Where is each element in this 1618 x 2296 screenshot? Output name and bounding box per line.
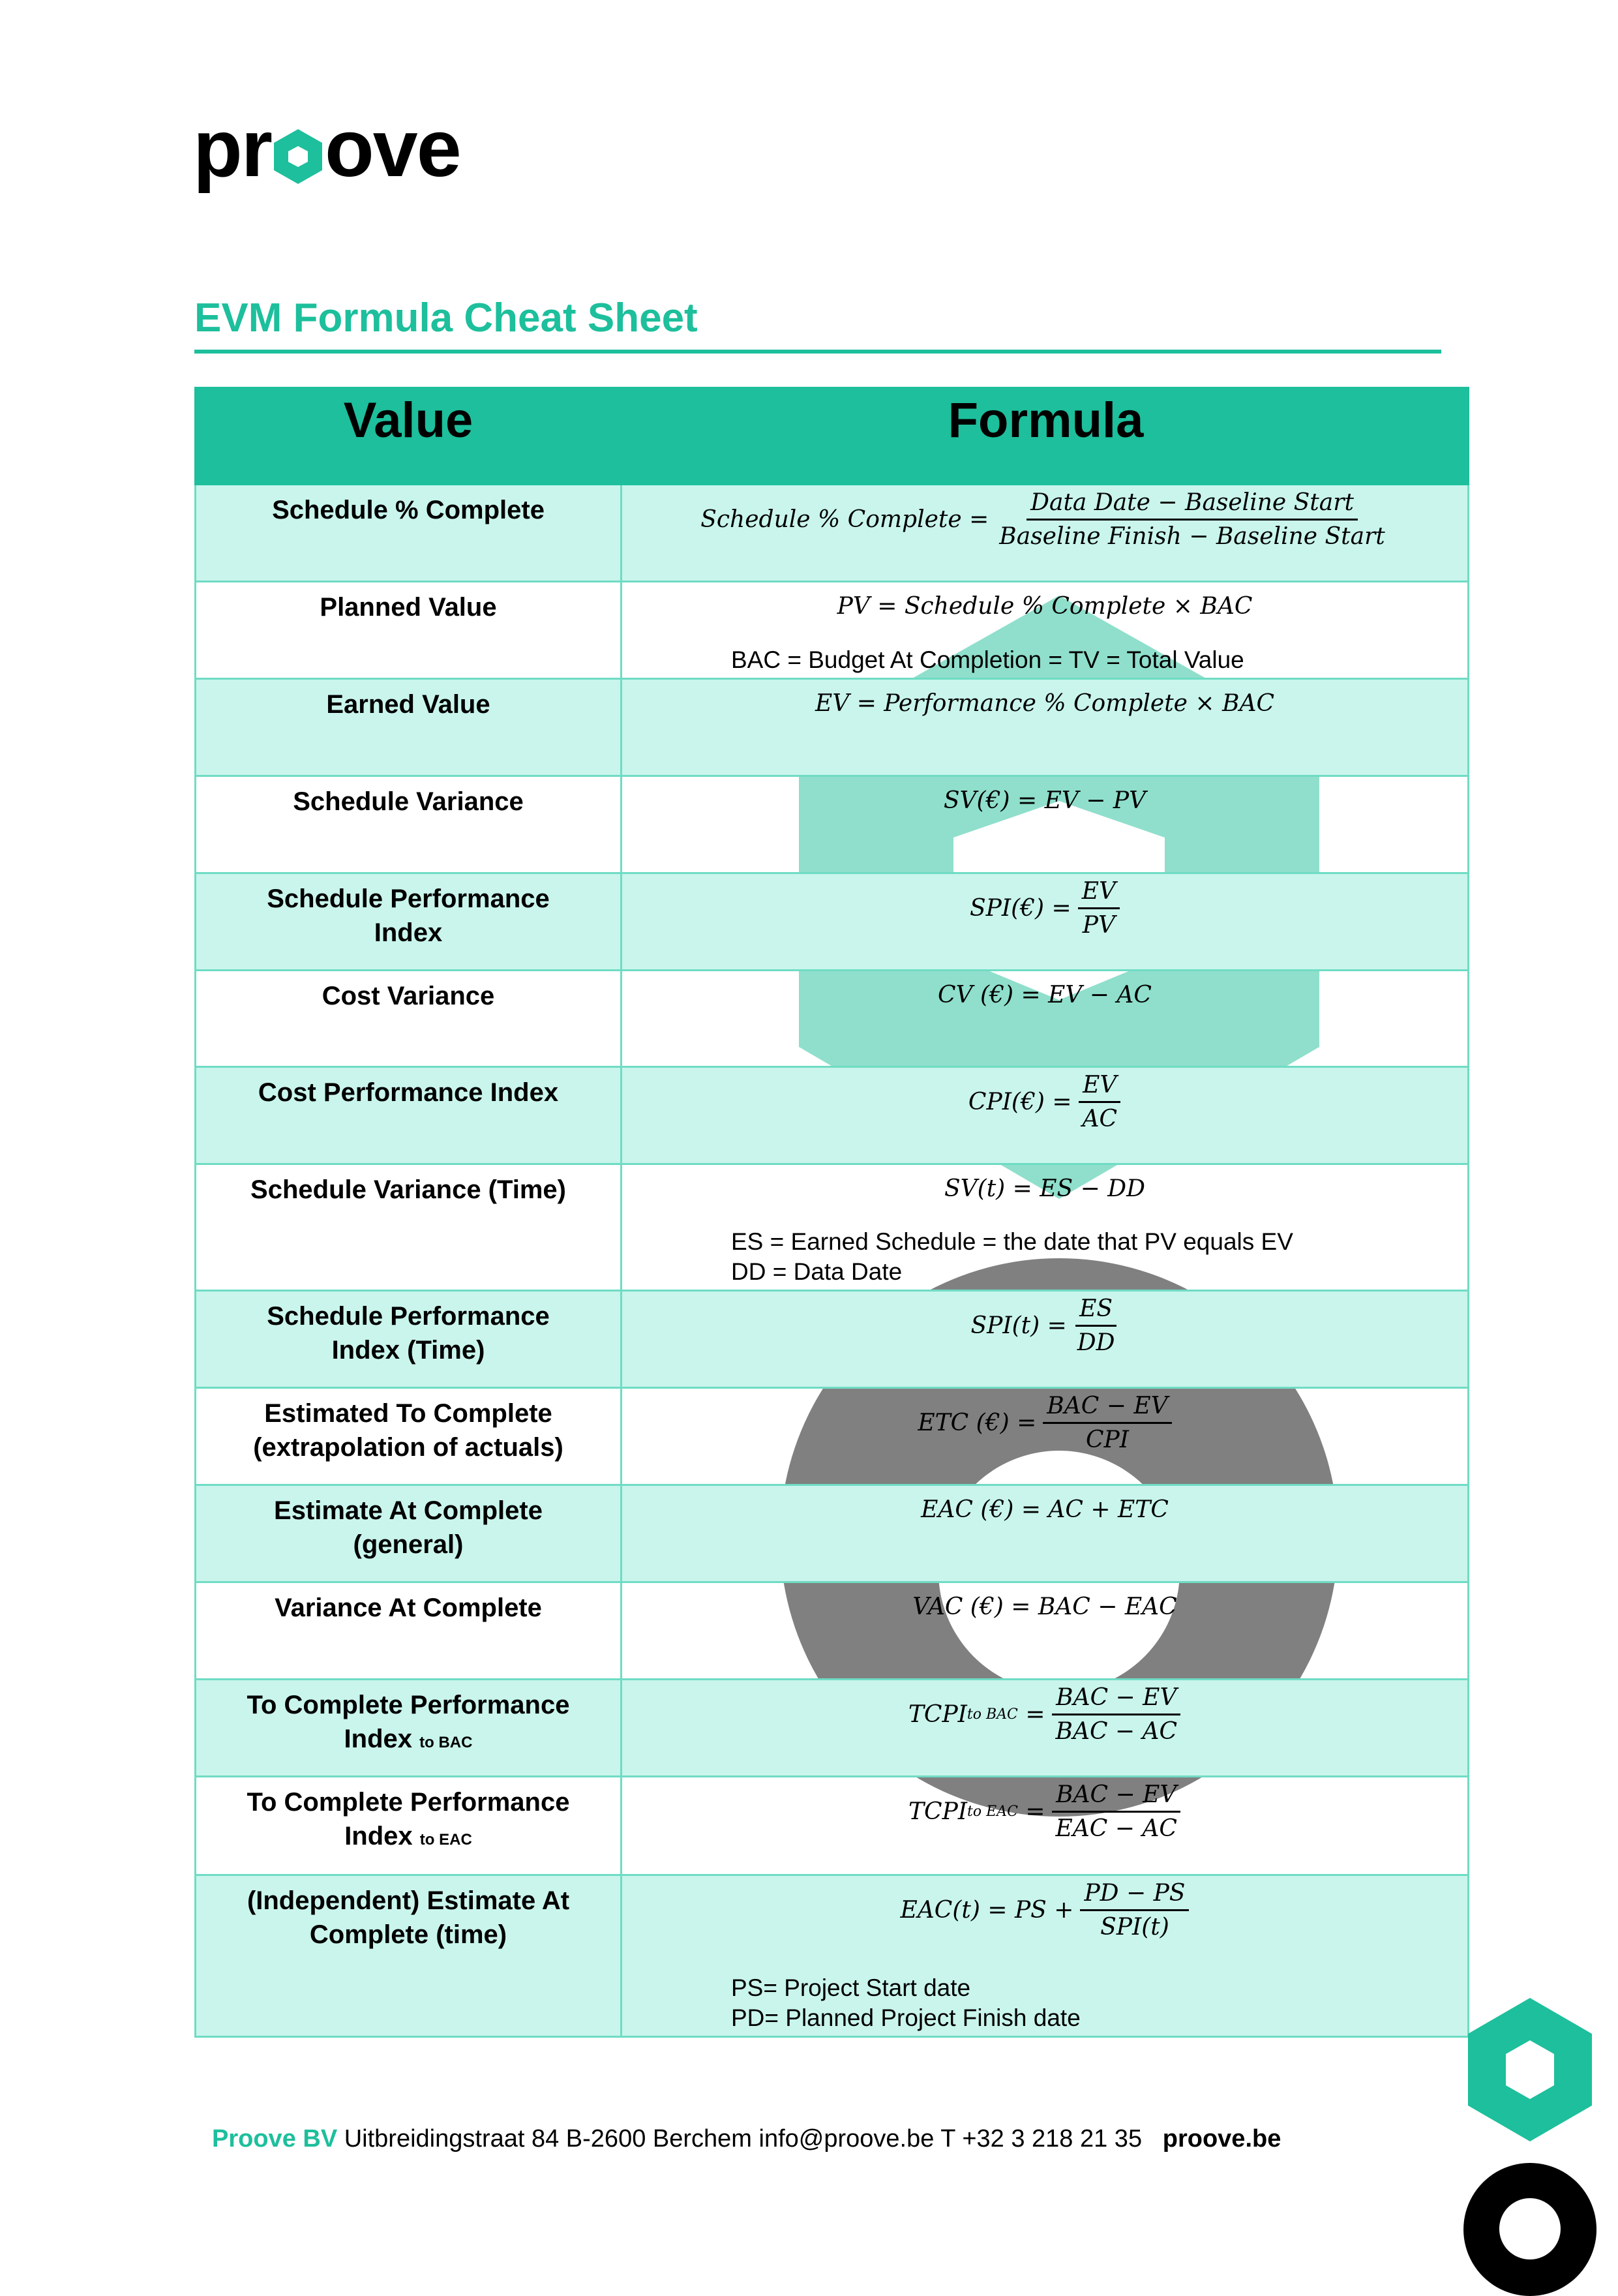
value-label — [196, 874, 622, 969]
formula-lhs-subscript: to EAC — [967, 1804, 1018, 1820]
formula-denominator: CPI — [1085, 1427, 1129, 1453]
value-label — [196, 1583, 622, 1678]
table-row — [194, 1583, 1469, 1680]
formula-note: BAC = Budget At Completion = TV = Total Value — [731, 646, 1244, 673]
formula-note: PD= Planned Project Finish date — [731, 2004, 1081, 2031]
value-label — [196, 680, 622, 775]
value-label — [196, 1680, 622, 1775]
table-row — [194, 1777, 1469, 1876]
table-row — [194, 1389, 1469, 1486]
value-label — [196, 1292, 622, 1387]
value-label — [196, 1165, 622, 1290]
formula-numerator: BAC − EV — [1052, 1684, 1180, 1715]
formula-notes — [731, 1227, 1293, 1287]
logo-text-left: pr — [193, 104, 271, 194]
value-label-text: Earned Value — [326, 690, 490, 719]
formula — [837, 586, 1253, 620]
formula-cell — [622, 874, 1467, 969]
formula-equals: = — [1017, 1798, 1045, 1825]
table-row — [194, 1486, 1469, 1583]
formula-cell — [622, 1165, 1467, 1290]
formula-cell — [622, 582, 1467, 678]
formula-numerator: BAC − EV — [1043, 1393, 1171, 1424]
value-label-text: Variance At Complete — [275, 1594, 542, 1622]
formula-equals: = — [1017, 1701, 1045, 1728]
formula-lhs: SPI(€) = — [970, 895, 1071, 922]
value-label-text: Cost Performance Index — [258, 1078, 559, 1107]
value-label-text: Estimate At Complete (general) — [274, 1496, 543, 1559]
formula-denominator: EAC − AC — [1055, 1815, 1177, 1842]
formula-notes — [731, 645, 1244, 675]
formula-cell — [622, 1486, 1467, 1581]
table-row — [194, 1292, 1469, 1389]
value-label-text: Schedule % Complete — [272, 496, 545, 524]
logo-text-right: ove — [325, 104, 460, 194]
formula-cell — [622, 680, 1467, 775]
value-label-text: To Complete Performance Index — [247, 1788, 570, 1850]
formula-fraction — [1052, 1781, 1181, 1842]
formula-cell — [622, 1389, 1467, 1484]
table-row — [194, 971, 1469, 1068]
formula-fraction — [995, 489, 1389, 550]
formula — [944, 1169, 1145, 1202]
formula-lhs: SPI(t) = — [970, 1312, 1067, 1339]
value-label — [196, 485, 622, 581]
formula-cell — [622, 1583, 1467, 1678]
formula-numerator: Data Date − Baseline Start — [1026, 489, 1358, 521]
footer-website[interactable]: proove.be — [1162, 2125, 1281, 2152]
value-label — [196, 971, 622, 1066]
formula-lhs: Schedule % Complete = — [700, 506, 989, 533]
formula — [908, 1684, 1181, 1745]
logo-hexagon-icon — [274, 129, 322, 184]
formula-numerator: PD − PS — [1080, 1880, 1189, 1911]
formula — [918, 1393, 1171, 1453]
formula — [944, 781, 1146, 814]
value-label-text: (Independent) Estimate At Complete (time) — [247, 1886, 570, 1949]
formula — [912, 1587, 1176, 1620]
formula-cell — [622, 1777, 1467, 1874]
formula-fraction — [1073, 1295, 1119, 1356]
formula-numerator: ES — [1075, 1295, 1116, 1327]
table-row — [194, 485, 1469, 582]
formula-cell — [622, 1068, 1467, 1163]
title-divider — [194, 350, 1441, 354]
page-title: EVM Formula Cheat Sheet — [194, 295, 698, 340]
formula-lhs: TCPI — [908, 1798, 968, 1825]
formula — [921, 1490, 1169, 1523]
formula-expression: SV(€) = EV − PV — [943, 787, 1146, 814]
value-label — [196, 1068, 622, 1163]
formula-notes — [731, 1973, 1081, 2033]
formula-cell — [622, 971, 1467, 1066]
corner-hexagon-icon — [1468, 1998, 1592, 2141]
table-row — [194, 1165, 1469, 1292]
formula-note: PS= Project Start date — [731, 1974, 971, 2001]
value-label — [196, 1389, 622, 1484]
value-label-text: Planned Value — [320, 593, 497, 622]
value-label-text: Estimated To Complete (extrapolation of actuals) — [253, 1399, 563, 1462]
value-label-text: Cost Variance — [322, 982, 495, 1010]
value-label-text: To Complete Performance Index — [247, 1691, 570, 1753]
formula-denominator: PV — [1082, 912, 1115, 939]
proove-logo — [193, 98, 460, 194]
footer-company: Proove BV — [212, 2125, 338, 2152]
formula-expression: VAC (€) = BAC − EAC — [912, 1594, 1177, 1620]
formula-lhs: ETC (€) = — [918, 1410, 1037, 1436]
value-label-text: Schedule Variance — [293, 787, 524, 816]
formula-expression: PV = Schedule % Complete × BAC — [837, 593, 1253, 620]
table-header — [194, 387, 1469, 485]
formula-numerator: BAC − EV — [1052, 1781, 1180, 1813]
value-label-text: Schedule Performance Index (Time) — [267, 1302, 550, 1365]
formula — [970, 878, 1120, 939]
formula — [970, 1295, 1118, 1356]
table-body — [194, 485, 1469, 2038]
formula-fraction — [1078, 878, 1120, 939]
formula — [908, 1781, 1181, 1842]
value-label — [196, 1777, 622, 1874]
formula-denominator: SPI(t) — [1100, 1914, 1169, 1941]
formula-fraction — [1079, 1072, 1122, 1132]
table-row — [194, 777, 1469, 874]
formula — [901, 1880, 1190, 1941]
value-label-text: Schedule Variance (Time) — [250, 1175, 566, 1204]
formula-denominator: BAC − AC — [1055, 1718, 1178, 1745]
formula-note: DD = Data Date — [731, 1258, 903, 1285]
formula-denominator: AC — [1082, 1106, 1118, 1132]
formula-lhs-subscript: to BAC — [966, 1706, 1018, 1723]
formula-expression: CV (€) = EV − AC — [938, 982, 1152, 1008]
formula — [815, 684, 1274, 717]
table-row — [194, 582, 1469, 680]
table-row — [194, 1068, 1469, 1165]
formula-lhs: EAC(t) = PS + — [900, 1897, 1074, 1924]
header-formula: Formula — [948, 393, 1144, 448]
formula-denominator: DD — [1077, 1329, 1115, 1356]
value-label — [196, 582, 622, 678]
formula-numerator: EV — [1079, 1072, 1120, 1103]
formula-lhs: TCPI — [908, 1701, 967, 1728]
formula-fraction — [1043, 1393, 1171, 1453]
corner-ring-icon — [1463, 2163, 1596, 2296]
formula-expression: SV(t) = ES − DD — [944, 1175, 1145, 1202]
table-row — [194, 874, 1469, 971]
formula-cell — [622, 1876, 1467, 2036]
formula — [968, 1072, 1121, 1132]
value-label-subscript: to EAC — [419, 1831, 472, 1849]
formula-fraction — [1051, 1684, 1181, 1745]
formula-fraction — [1080, 1880, 1189, 1941]
table-row — [194, 1876, 1469, 2038]
evm-formula-table — [194, 387, 1469, 2038]
formula-lhs: CPI(€) = — [968, 1089, 1072, 1115]
formula-note: ES = Earned Schedule = the date that PV equals EV — [731, 1228, 1293, 1255]
formula-cell — [622, 777, 1467, 872]
value-label-subscript: to BAC — [419, 1734, 473, 1751]
table-row — [194, 680, 1469, 777]
value-label — [196, 1876, 622, 2036]
value-label-text: Schedule Performance Index — [267, 884, 550, 947]
formula-denominator: Baseline Finish − Baseline Start — [999, 523, 1385, 550]
formula-cell — [622, 1680, 1467, 1775]
value-label — [196, 1486, 622, 1581]
footer-address: Uitbreidingstraat 84 B-2600 Berchem info@proove.be T +32 3 218 21 35 — [337, 2125, 1163, 2152]
formula — [700, 489, 1389, 550]
formula-cell — [622, 485, 1467, 581]
formula — [938, 975, 1152, 1008]
header-value: Value — [343, 393, 473, 448]
formula-expression: EAC (€) = AC + ETC — [921, 1496, 1169, 1523]
value-label — [196, 777, 622, 872]
footer — [212, 2125, 1281, 2153]
formula-cell — [622, 1292, 1467, 1387]
formula-numerator: EV — [1078, 878, 1120, 909]
formula-expression: EV = Performance % Complete × BAC — [815, 690, 1275, 717]
table-row — [194, 1680, 1469, 1777]
